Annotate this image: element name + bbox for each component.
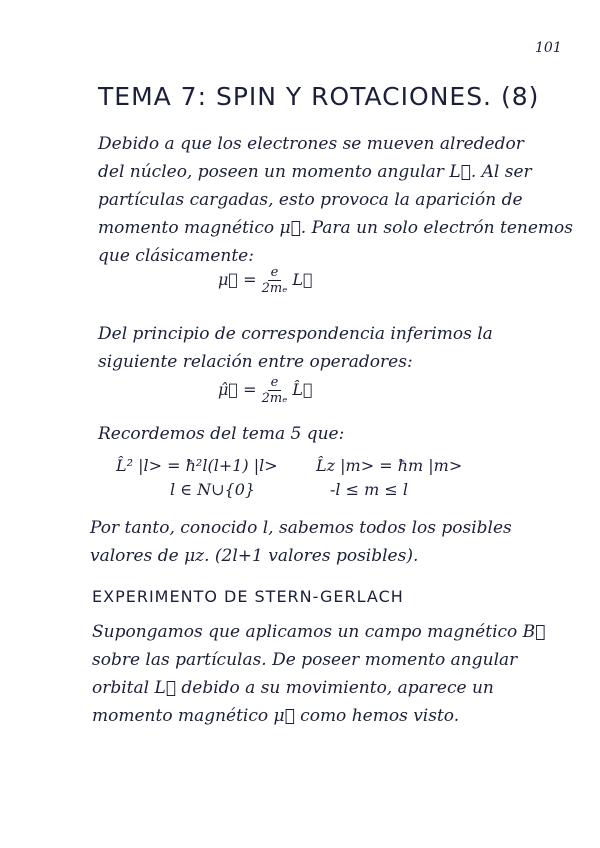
eq2-denominator: 2mₑ [261, 391, 288, 406]
eq1-numerator: e [268, 265, 282, 281]
experiment-line: sobre las partículas. De poseer momento angular [92, 650, 518, 670]
eq-lz: L̂z |m> = ħm |m> [316, 456, 463, 475]
eq-l-condition: l ∈ N∪{0} [170, 480, 256, 499]
eq1-denominator: 2mₑ [261, 281, 288, 296]
intro-line: momento magnético μ⃗. Para un solo electrón tenemos [98, 218, 574, 238]
conclusion-line: Por tanto, conocido l, sabemos todos los posibles [90, 518, 512, 538]
eq2-lhs: μ̂⃗ = [218, 380, 257, 399]
experiment-line: orbital L⃗ debido a su movimiento, aparece un [92, 678, 494, 698]
intro-line: que clásicamente: [98, 246, 254, 266]
section-heading: EXPERIMENTO DE STERN-GERLACH [92, 587, 404, 606]
recall-text: Recordemos del tema 5 que: [98, 424, 345, 444]
eq2-fraction [262, 375, 288, 406]
correspondence-line: Del principio de correspondencia inferimos la [98, 324, 493, 344]
eq1-rhs: L⃗ [292, 270, 313, 289]
experiment-paragraph [92, 618, 545, 730]
eq-m-condition: -l ≤ m ≤ l [330, 480, 408, 499]
experiment-line: momento magnético μ⃗ como hemos visto. [92, 706, 460, 726]
equation-operator-moment [218, 375, 313, 406]
eq1-lhs: μ⃗ = [218, 270, 257, 289]
eq-l-squared: L̂² |l> = ħ²l(l+1) |l> [116, 456, 278, 475]
experiment-line: Supongamos que aplicamos un campo magnético B⃗ [92, 622, 546, 642]
page-title: TEMA 7: SPIN Y ROTACIONES. (8) [98, 82, 540, 111]
conclusion-paragraph [90, 514, 512, 570]
page-number: 101 [535, 40, 562, 56]
eq2-rhs: L̂⃗ [292, 380, 313, 399]
intro-line: partículas cargadas, esto provoca la aparición de [98, 190, 523, 210]
correspondence-paragraph [98, 320, 493, 376]
eq2-numerator: e [268, 375, 282, 391]
correspondence-line: siguiente relación entre operadores: [98, 352, 413, 372]
conclusion-line: valores de μz. (2l+1 valores posibles). [90, 546, 419, 566]
eq1-fraction [262, 265, 288, 296]
equation-classical-moment [218, 265, 313, 296]
intro-line: del núcleo, poseen un momento angular L⃗. Al ser [98, 162, 532, 182]
intro-paragraph [98, 130, 573, 270]
intro-line: Debido a que los electrones se mueven alrededor [98, 134, 524, 154]
